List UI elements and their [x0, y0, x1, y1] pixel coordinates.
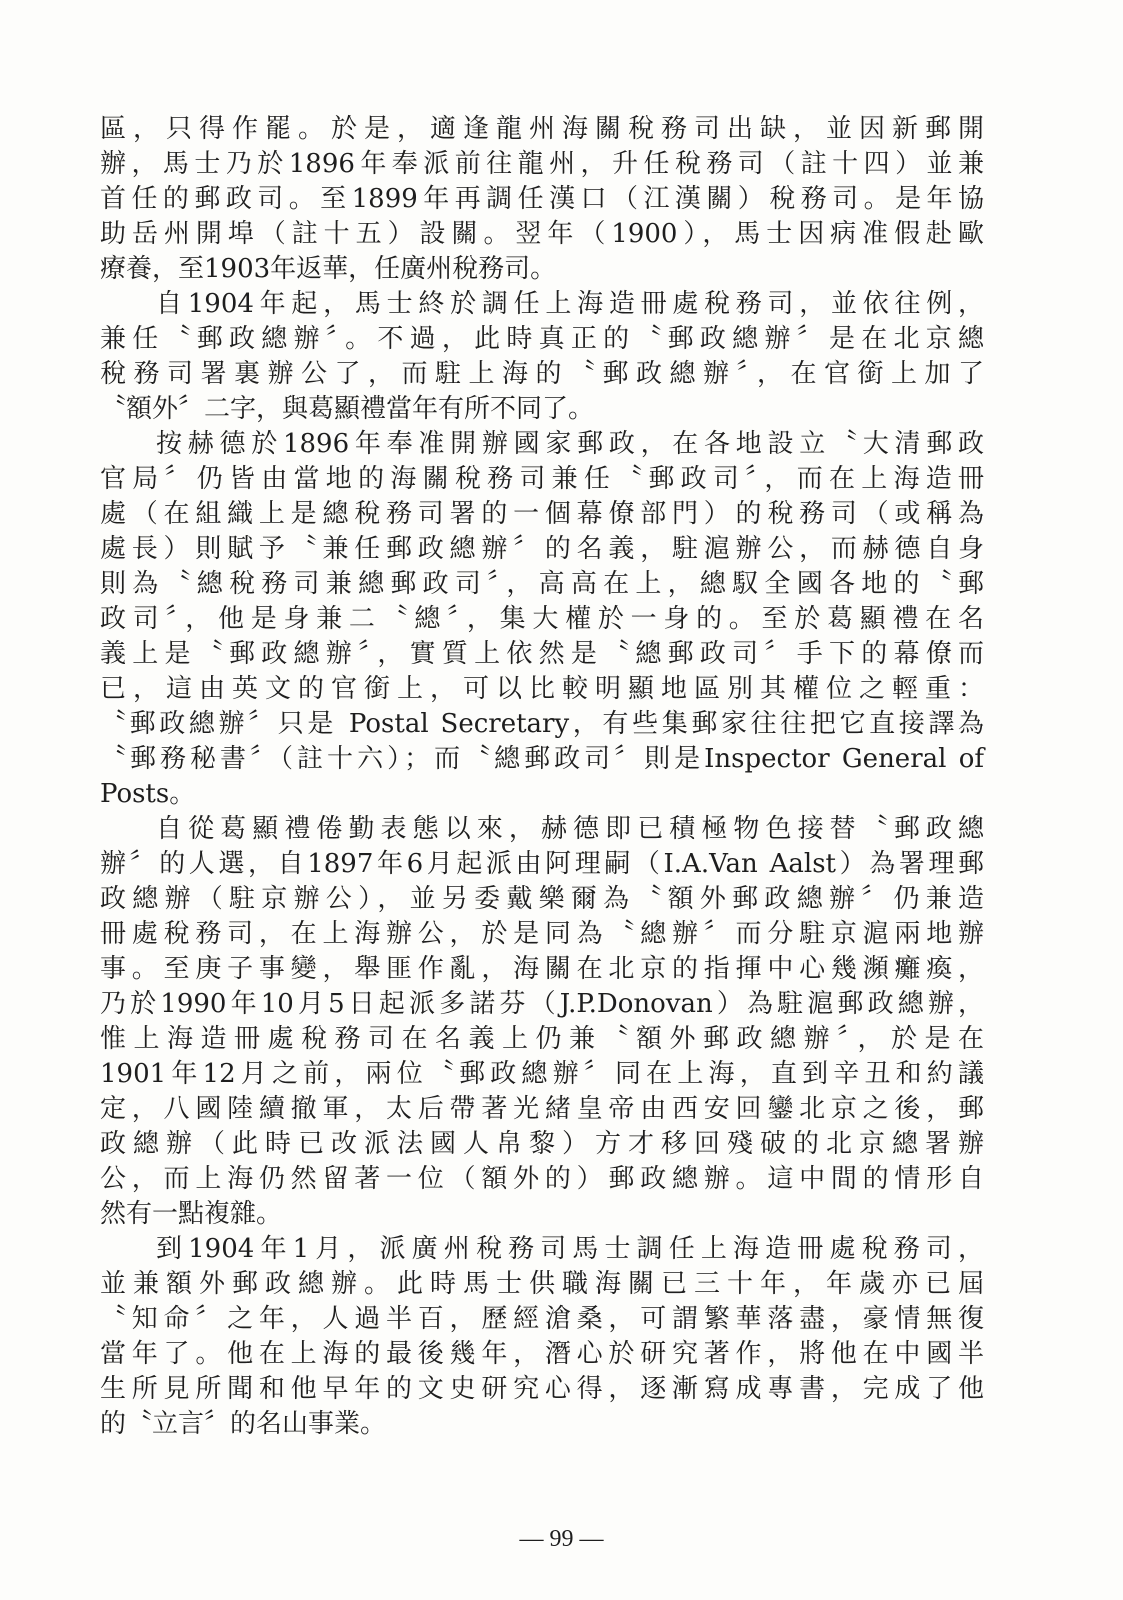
text-line: 政司〞，他是身兼二〝總〞，集大權於一身的。至於葛顯禮在名 [100, 604, 984, 634]
text-line: 首任的郵政司。至1899年再調任漢口（江漢關）稅務司。是年協 [100, 184, 984, 214]
text-line: 自從葛顯禮倦勤表態以來，赫德即已積極物色接替〝郵政總 [156, 814, 984, 844]
text-line: 定，八國陸續撤軍，太后帶著光緒皇帝由西安回鑾北京之後，郵 [100, 1094, 984, 1124]
text-line: 政總辦（駐京辦公），並另委戴樂爾為〝額外郵政總辦〞仍兼造 [100, 884, 984, 914]
text-line: 兼任〝郵政總辦〞。不過，此時真正的〝郵政總辦〞是在北京總 [100, 324, 984, 354]
text-line: 生所見所聞和他早年的文史研究心得，逐漸寫成專書，完成了他 [100, 1374, 984, 1404]
text-line: 並兼額外郵政總辦。此時馬士供職海關已三十年，年歲亦已屆 [100, 1269, 984, 1299]
text-line: 自1904年起，馬士終於調任上海造冊處稅務司，並依往例， [156, 289, 984, 319]
text-line: 當年了。他在上海的最後幾年，潛心於研究著作，將他在中國半 [100, 1339, 984, 1369]
text-line: 辦〞的人選，自1897年6月起派由阿理嗣（I.A.Van Aalst）為署理郵 [100, 849, 984, 879]
text-line: 惟上海造冊處稅務司在名義上仍兼〝額外郵政總辦〞，於是在 [100, 1024, 984, 1054]
text-line: 則為〝總稅務司兼總郵政司〞，高高在上，總馭全國各地的〝郵 [100, 569, 984, 599]
text-line: 辦，馬士乃於1896年奉派前往龍州，升任稅務司（註十四）並兼 [100, 149, 984, 179]
text-line: 按赫德於1896年奉准開辦國家郵政，在各地設立〝大清郵政 [156, 429, 984, 459]
page-number: — 99 — [519, 1526, 604, 1552]
text-line: 1901年12月之前，兩位〝郵政總辦〞同在上海，直到辛丑和約議 [100, 1059, 984, 1089]
text-line: 處（在組織上是總稅務司署的一個幕僚部門）的稅務司（或稱為 [100, 499, 984, 529]
text-line: 〝知命〞之年，人過半百，歷經滄桑，可謂繁華落盡，豪情無復 [100, 1304, 984, 1334]
text-line: 處長）則賦予〝兼任郵政總辦〞的名義，駐滬辦公，而赫德自身 [100, 534, 984, 564]
text-line: 然有一點複雜。 [100, 1199, 283, 1229]
text-line: 〝郵政總辦〞只是 Postal Secretary，有些集郵家往往把它直接譯為 [100, 709, 984, 739]
text-line: 〝額外〞二字，與葛顯禮當年有所不同了。 [100, 394, 595, 424]
text-line: 義上是〝郵政總辦〞，實質上依然是〝總郵政司〞手下的幕僚而 [100, 639, 984, 669]
text-line: 療養，至1903年返華，任廣州稅務司。 [100, 254, 557, 284]
text-line: 稅務司署裏辦公了，而駐上海的〝郵政總辦〞，在官銜上加了 [100, 359, 984, 389]
text-line: 到1904年1月，派廣州稅務司馬士調任上海造冊處稅務司， [156, 1234, 984, 1264]
text-line: 冊處稅務司，在上海辦公，於是同為〝總辦〞而分駐京滬兩地辦 [100, 919, 984, 949]
text-line: Posts。 [100, 779, 196, 809]
text-line: 政總辦（此時已改派法國人帛黎）方才移回殘破的北京總署辦 [100, 1129, 984, 1159]
text-line: 〝郵務秘書〞（註十六）；而〝總郵政司〞則是Inspector General of [100, 744, 984, 774]
text-line: 的〝立言〞的名山事業。 [100, 1409, 387, 1439]
text-line: 助岳州開埠（註十五）設關。翌年（1900），馬士因病准假赴歐 [100, 219, 984, 249]
text-line: 官局〞仍皆由當地的海關稅務司兼任〝郵政司〞，而在上海造冊 [100, 464, 984, 494]
text-line: 公，而上海仍然留著一位（額外的）郵政總辦。這中間的情形自 [100, 1164, 984, 1194]
text-line: 事。至庚子事變，舉匪作亂，海關在北京的指揮中心幾瀕癱瘓， [100, 954, 984, 984]
text-line: 乃於1990年10月5日起派多諾芬（J.P.Donovan）為駐滬郵政總辦， [100, 989, 984, 1019]
text-line: 已，這由英文的官銜上，可以比較明顯地區別其權位之輕重： [100, 674, 984, 704]
text-line: 區，只得作罷。於是，適逢龍州海關稅務司出缺，並因新郵開 [100, 114, 984, 144]
body-text [100, 112, 984, 1442]
